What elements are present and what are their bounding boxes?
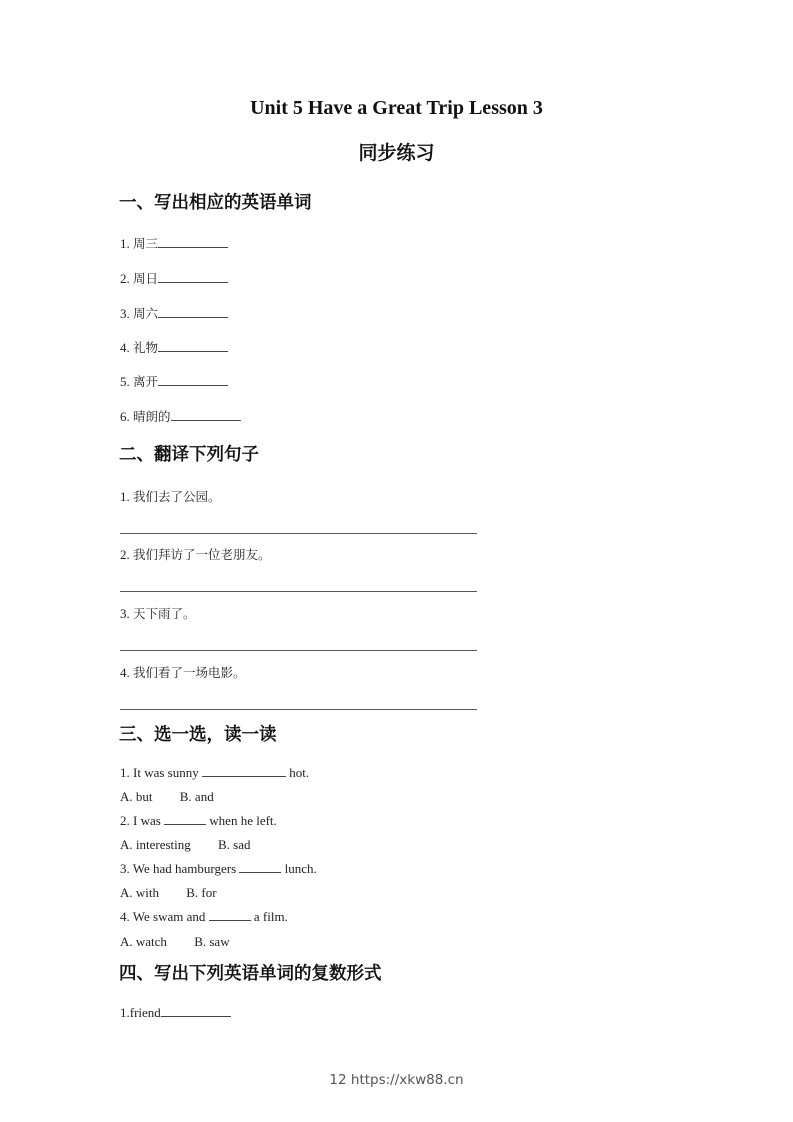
- answer-blank[interactable]: [158, 270, 228, 283]
- option-b[interactable]: B. for: [186, 885, 217, 900]
- option-a[interactable]: A. but: [120, 789, 153, 804]
- vocab-item: [120, 234, 228, 252]
- question-after: a film.: [253, 909, 288, 924]
- answer-blank[interactable]: [158, 235, 228, 248]
- question-after: hot.: [289, 765, 310, 780]
- question-options: [120, 885, 217, 901]
- vocab-item: [120, 407, 241, 425]
- answer-line[interactable]: [120, 591, 477, 592]
- item-text: 天下雨了。: [133, 606, 196, 621]
- option-b[interactable]: B. sad: [218, 837, 251, 852]
- answer-blank[interactable]: [158, 339, 228, 352]
- item-text: friend: [129, 1005, 161, 1020]
- item-text: 离开: [133, 374, 159, 389]
- answer-line[interactable]: [120, 709, 477, 710]
- item-number: 2.: [120, 271, 130, 286]
- item-text: 我们看了一场电影。: [133, 665, 246, 680]
- item-number: 6.: [120, 409, 130, 424]
- question-before: 1. It was sunny: [120, 765, 199, 780]
- answer-blank[interactable]: [202, 765, 286, 777]
- question-before: 4. We swam and: [120, 909, 206, 924]
- question-stem: [120, 813, 277, 829]
- item-number: 1.: [120, 236, 130, 251]
- section-heading-1: 一、写出相应的英语单词: [119, 193, 312, 213]
- question-options: [120, 789, 214, 805]
- item-number: 1.: [120, 489, 130, 504]
- question-before: 3. We had hamburgers: [120, 861, 237, 876]
- item-number: 1.: [120, 1005, 130, 1020]
- answer-blank[interactable]: [209, 909, 251, 921]
- option-b[interactable]: B. saw: [194, 934, 230, 949]
- answer-line[interactable]: [120, 650, 477, 651]
- page-subtitle: 同步练习: [358, 142, 435, 164]
- answer-blank[interactable]: [164, 813, 206, 825]
- question-options: [120, 837, 251, 853]
- option-a[interactable]: A. watch: [120, 934, 167, 949]
- item-text: 礼物: [133, 340, 159, 355]
- question-stem: [120, 861, 317, 877]
- answer-blank[interactable]: [171, 408, 241, 421]
- item-text: 周三: [133, 236, 159, 251]
- question-options: [120, 934, 230, 950]
- question-stem: [120, 765, 309, 781]
- question-after: when he left.: [209, 813, 277, 828]
- item-number: 2.: [120, 547, 130, 562]
- question-stem: [120, 909, 288, 925]
- item-number: 4.: [120, 340, 130, 355]
- translate-item: [120, 487, 221, 505]
- plural-item: [120, 1004, 231, 1021]
- answer-blank[interactable]: [158, 305, 228, 318]
- option-a[interactable]: A. with: [120, 885, 159, 900]
- page-title: Unit 5 Have a Great Trip Lesson 3: [250, 97, 543, 119]
- question-before: 2. I was: [120, 813, 161, 828]
- item-text: 周六: [133, 306, 159, 321]
- option-a[interactable]: A. interesting: [120, 837, 191, 852]
- answer-blank[interactable]: [161, 1004, 231, 1017]
- item-number: 4.: [120, 665, 130, 680]
- item-text: 我们去了公园。: [133, 489, 221, 504]
- question-after: lunch.: [284, 861, 317, 876]
- translate-item: [120, 663, 246, 681]
- item-text: 晴朗的: [133, 409, 171, 424]
- translate-item: [120, 545, 271, 563]
- answer-line[interactable]: [120, 533, 477, 534]
- item-text: 我们拜访了一位老朋友。: [133, 547, 271, 562]
- vocab-item: [120, 338, 228, 356]
- answer-blank[interactable]: [239, 861, 281, 873]
- vocab-item: [120, 269, 228, 287]
- section-heading-4: 四、写出下列英语单词的复数形式: [119, 964, 382, 984]
- option-b[interactable]: B. and: [179, 789, 214, 804]
- translate-item: [120, 604, 196, 622]
- item-number: 3.: [120, 306, 130, 321]
- section-heading-2: 二、翻译下列句子: [119, 445, 259, 465]
- answer-blank[interactable]: [158, 373, 228, 386]
- vocab-item: [120, 304, 228, 322]
- vocab-item: [120, 372, 228, 390]
- item-number: 5.: [120, 374, 130, 389]
- page-footer: 12 https://xkw88.cn: [329, 1072, 464, 1088]
- item-number: 3.: [120, 606, 130, 621]
- section-heading-3: 三、选一选，读一读: [119, 725, 277, 745]
- item-text: 周日: [133, 271, 159, 286]
